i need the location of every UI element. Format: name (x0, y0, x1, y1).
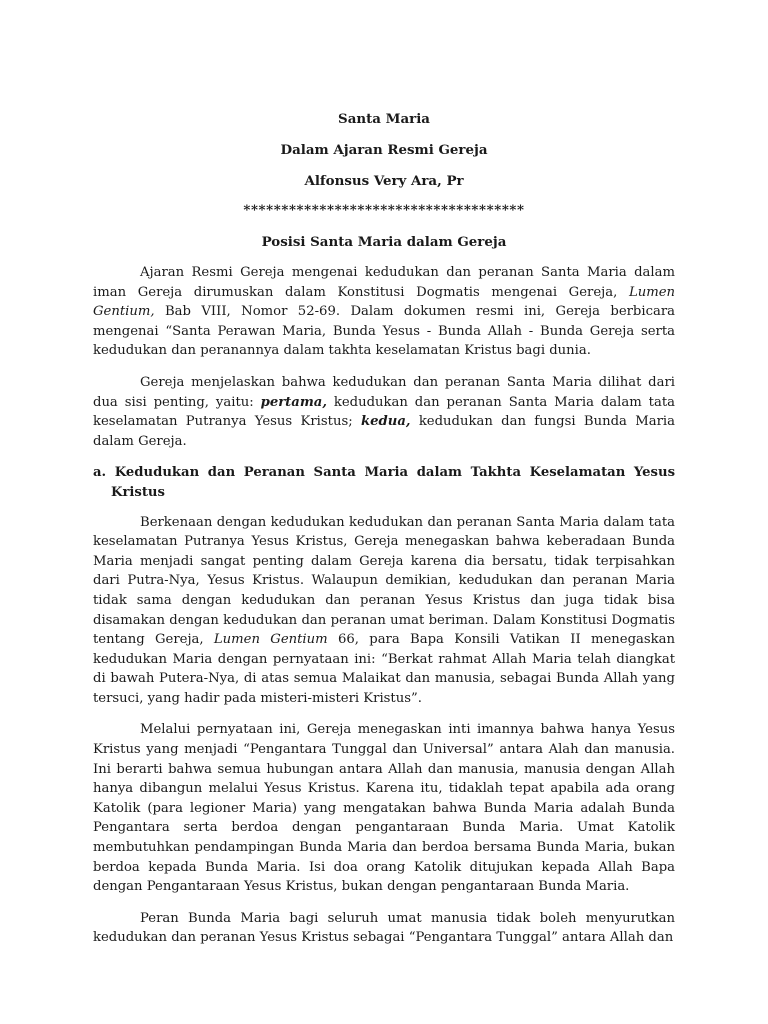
section-title: Posisi Santa Maria dalam Gereja (261, 234, 507, 250)
document-author: Alfonsus Very Ara, Pr (304, 173, 464, 189)
paragraph-2: Gereja menjelaskan bahwa kedudukan dan peranan Santa Maria dilihat dari dua sisi penting, yaitu: pertama, kedudukan dan peranan Santa Maria dalam tata keselamatan Putranya Yesus Kristus; kedua, kedudukan dan fungsi Bunda Maria dalam Gereja. (93, 374, 675, 449)
document-reference: Lumen Gentium, (93, 284, 675, 320)
document-subtitle: Dalam Ajaran Resmi Gereja (280, 142, 488, 158)
paragraph-4: Melalui pernyataan ini, Gereja menegaskan inti imannya bahwa hanya Yesus Kristus yang menjadi “Pengantara Tunggal dan Universal” antara Alah dan manusia. Ini berarti bahwa semua hubungan antara Allah dan manusia, manusia dengan Allah hanya dibangun melalui Yesus Kristus. Karena itu, tidaklah tepat apabila ada orang Katolik (para legioner Maria) yang mengatakan bahwa Bunda Maria adalah Bunda Pengantara serta berdoa dengan pengantaraan Bunda Maria. Umat Katolik membutuhkan pendampingan Bunda Maria dan berdoa bersama Bunda Maria, bukan berdoa kepada Bunda Maria. Isi doa orang Katolik ditujukan kepada Allah Bapa dengan Pengantaraan Yesus Kristus, bukan dengan pengantaraan Bunda Maria. (93, 722, 675, 895)
paragraph-5: Peran Bunda Maria bagi seluruh umat manusia tidak boleh menyurutkan kedudukan dan peranan Yesus Kristus sebagai “Pengantara Tunggal” antara Allah dan (93, 910, 675, 946)
document-reference: Lumen Gentium (213, 632, 328, 648)
emphasis-first: pertama, (260, 394, 327, 410)
asterisk-separator: ************************************* (243, 202, 525, 218)
emphasis-second: kedua, (361, 414, 411, 430)
paragraph-1: Ajaran Resmi Gereja mengenai kedudukan dan peranan Santa Maria dalam iman Gereja dirumuskan dalam Konstitusi Dogmatis mengenai Gereja, Lumen Gentium, Bab VIII, Nomor 52-69. Dalam dokumen resmi ini, Gereja berbicara mengenai “Santa Perawan Maria, Bunda Yesus - Bunda Allah - Bunda Gereja serta kedudukan dan peranannya dalam takhta keselamatan Kristus bagi dunia. (93, 265, 675, 359)
paragraph-3: Berkenaan dengan kedudukan kedudukan dan peranan Santa Maria dalam tata keselamatan Putranya Yesus Kristus, Gereja menegaskan bahwa keberadaan Bunda Maria menjadi sangat penting dalam Gereja karena dia bersatu, tidak terpisahkan dari Putra-Nya, Yesus Kristus. Walaupun demikian, kedudukan dan peranan Maria tidak sama dengan kedudukan dan peranan Yesus Kristus dan juga tidak bisa disamakan dengan kedudukan dan peranan umat beriman. Dalam Konstitusi Dogmatis tentang Gereja, Lumen Gentium 66, para Bapa Konsili Vatikan II menegaskan kedudukan Maria dengan pernyataan ini: “Berkat rahmat Allah Maria telah diangkat di bawah Putera-Nya, di atas semua Malaikat dan manusia, sebagai Bunda Allah yang tersuci, yang hadir pada misteri-misteri Kristus”. (93, 514, 675, 706)
document-title: Santa Maria (338, 111, 430, 127)
subsection-heading: a. Kedudukan dan Peranan Santa Maria dalam Takhta Keselamatan Yesus Kristus (93, 465, 675, 500)
document-body (93, 263, 675, 960)
